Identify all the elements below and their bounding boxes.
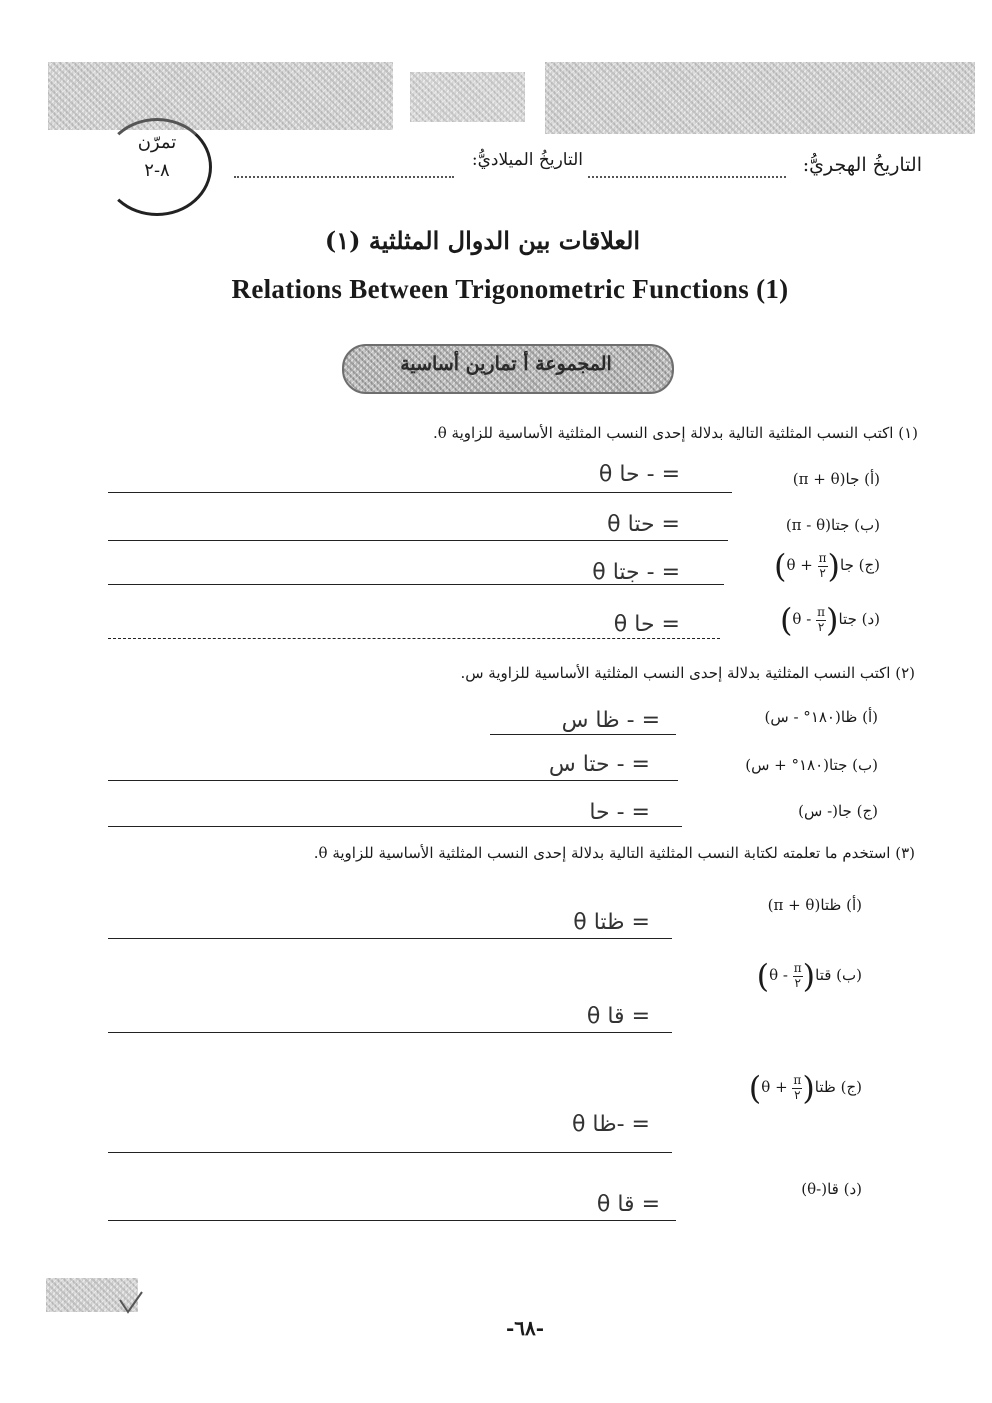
badge-title: تمرّن	[137, 132, 177, 153]
hijri-date-label: التاريخُ الهجريُّ:	[802, 154, 922, 176]
pi-over-two	[816, 606, 826, 633]
q2-a-label: (أ) ظا(١٨٠° - س)	[764, 708, 878, 726]
q2-c-label: (ج) جا(- س)	[798, 802, 878, 820]
q1-b-label: (ب) جتا(π - θ)	[785, 516, 880, 534]
header-band-right	[545, 62, 975, 134]
gregorian-date-field[interactable]	[234, 164, 454, 178]
q3-a-answer: = ظتا θ	[573, 910, 650, 935]
q3-d-answer: = قا θ	[596, 1192, 660, 1217]
q3-b-answer-line[interactable]	[108, 1032, 672, 1033]
q1-a-answer-line[interactable]	[108, 492, 732, 493]
q2-b-answer: = - حتا س	[548, 752, 650, 777]
q1-c-answer: = - جتا θ	[592, 560, 680, 585]
op-plus: +	[775, 1078, 788, 1096]
paren-close: )	[773, 547, 787, 585]
q1-d-label	[728, 601, 880, 639]
theta: θ	[786, 556, 796, 574]
q3-instruction: (٣) استخدم ما تعلمته لكتابة النسب المثلثية التالية بدلالة إحدى النسب المثلثية الأساسية للزاوية θ.	[313, 844, 915, 862]
q3-a-label: (أ) ظتا(π + θ)	[767, 896, 862, 914]
q2-instruction: (٢) اكتب النسب المثلثية بدلالة إحدى النسب المثلثية الأساسية للزاوية س.	[460, 664, 915, 682]
q1-d-func: (د) جتا	[838, 610, 880, 628]
pi-over-two	[818, 552, 828, 579]
q1-a-label: (أ) جا(π + θ)	[792, 470, 880, 488]
header-band-left	[48, 62, 393, 130]
gregorian-date-label: التاريخُ الميلاديُّ:	[471, 150, 583, 170]
q2-a-answer-line[interactable]	[490, 734, 676, 735]
paren-open: (	[802, 957, 816, 995]
paren-close: )	[756, 957, 770, 995]
title-english: Relations Between Trigonometric Functions (1)	[231, 274, 789, 304]
q3-a-answer-line[interactable]	[108, 938, 672, 939]
frac-num: π	[818, 551, 827, 566]
q3-c-func: (ج) ظتا	[814, 1078, 862, 1096]
check-mark-icon	[118, 1290, 144, 1314]
paren-open: (	[827, 547, 840, 585]
frac-num: π	[793, 961, 802, 976]
paren-open: (	[825, 601, 839, 639]
frac-den: ٢	[794, 975, 801, 990]
q1-instruction: (١) اكتب النسب المثلثية التالية بدلالة إحدى النسب المثلثية الأساسية للزاوية θ.	[432, 424, 918, 442]
q3-c-answer: = -ظا θ	[571, 1112, 650, 1137]
q3-d-label: (د) قا(-θ)	[801, 1180, 862, 1198]
q1-c-label	[732, 547, 880, 585]
q3-b-answer: = قا θ	[586, 1004, 650, 1029]
frac-num: π	[793, 1073, 802, 1088]
paren-close: )	[748, 1069, 762, 1107]
pi-over-two	[792, 1074, 802, 1101]
q3-c-label	[716, 1069, 862, 1107]
q1-d-answer: = حا θ	[613, 612, 680, 637]
q2-a-answer: = - ظا س	[561, 708, 660, 733]
badge-number: ٨-٢	[144, 160, 170, 181]
section-banner-text: المجموعة أ تمارين أساسية	[400, 353, 612, 375]
frac-den: ٢	[819, 565, 826, 580]
q2-c-answer-line[interactable]	[108, 826, 682, 827]
q2-c-answer: = - حا	[589, 800, 650, 825]
theta: θ	[792, 610, 802, 628]
paren-open: (	[802, 1069, 815, 1107]
q3-b-label	[716, 957, 862, 995]
q3-c-answer-line[interactable]	[108, 1152, 672, 1153]
q2-b-answer-line[interactable]	[108, 780, 678, 781]
hijri-date-field[interactable]	[588, 164, 786, 178]
q1-b-answer: = حتا θ	[607, 512, 680, 537]
q1-c-func: (ج) جا	[840, 556, 880, 574]
q1-d-answer-line[interactable]	[108, 638, 720, 639]
q3-d-answer-line[interactable]	[108, 1220, 676, 1221]
q3-b-func: (ب) قتا	[815, 966, 862, 984]
theta: θ	[761, 1078, 771, 1096]
pi-over-two	[793, 962, 803, 989]
q2-b-label: (ب) جتا(١٨٠° + س)	[745, 756, 878, 774]
theta: θ	[769, 966, 779, 984]
page-number: -٦٨-	[505, 1316, 545, 1340]
op-minus: -	[806, 610, 812, 628]
q1-b-answer-line[interactable]	[108, 540, 728, 541]
op-minus: -	[782, 966, 788, 984]
title-arabic: العلاقات بين الدوال المثلثية (١)	[324, 226, 641, 255]
header-band-middle	[410, 72, 525, 122]
op-plus: +	[800, 556, 813, 574]
paren-close: )	[779, 601, 793, 639]
q1-a-answer: = - حا θ	[598, 462, 680, 487]
frac-den: ٢	[794, 1087, 801, 1102]
frac-num: π	[817, 605, 825, 620]
frac-den: ٢	[817, 619, 825, 634]
